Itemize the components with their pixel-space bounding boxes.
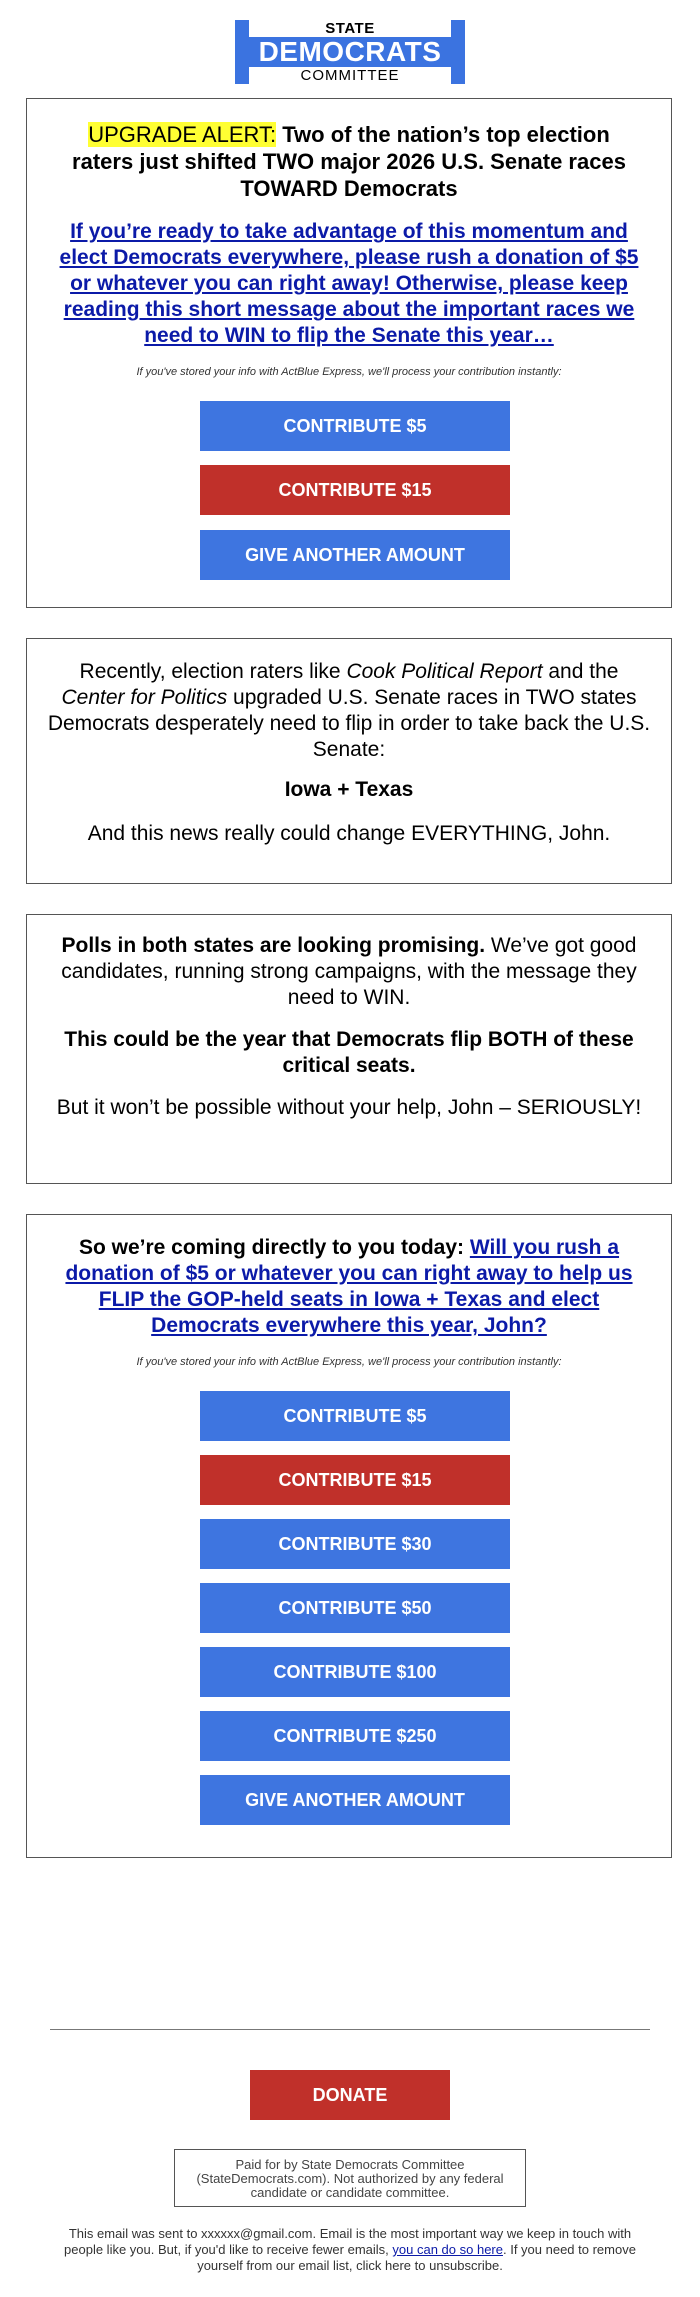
flip-both-paragraph: This could be the year that Democrats flip BOTH of these critical seats. <box>64 1028 634 1077</box>
polls-rest: We’ve got good candidates, running strong campaigns, with the message they need to WIN. <box>61 934 637 1009</box>
contribute-100-button[interactable]: CONTRIBUTE $100 <box>200 1647 510 1697</box>
your-help-paragraph: But it won’t be possible without your help, John – SERIOUSLY! <box>56 1096 642 1119</box>
momentum-donation-link[interactable]: If you’re ready to take advantage of this momentum and elect Democrats everywhere, please rush a donation of $5 or whatever you can right away! Otherwise, please keep reading this short message about the important races we need to WIN to flip the Senate this year… <box>59 220 639 347</box>
election-raters-paragraph <box>47 659 651 763</box>
donate-button[interactable]: DONATE <box>250 2070 450 2120</box>
logo-text-top: STATE <box>249 20 451 37</box>
direct-ask-paragraph <box>47 1235 651 1339</box>
footer-text <box>50 2226 650 2274</box>
logo-text-middle: DEMOCRATS <box>258 36 442 67</box>
election-raters-section <box>26 638 672 884</box>
text-span: upgraded U.S. Senate races in TWO states Democrats desperately need to flip in order to take back the U.S. Senate: <box>47 686 651 761</box>
logo-inner <box>249 20 451 84</box>
state-democrats-logo <box>235 20 465 84</box>
paid-for-disclaimer: Paid for by State Democrats Committee (StateDemocrats.com). Not authorized by any federal candidate or candidate committee. <box>174 2149 526 2207</box>
change-everything-paragraph: And this news really could change EVERYTHING, John. <box>87 822 611 845</box>
direct-ask-section <box>26 1214 672 1858</box>
actblue-note-2: If you've stored your info with ActBlue Express, we'll process your contribution instantly: <box>136 1356 562 1368</box>
states-label: Iowa + Texas <box>284 778 414 801</box>
text-span: Recently, election raters like <box>79 660 347 683</box>
contribute-5-button-2[interactable]: CONTRIBUTE $5 <box>200 1391 510 1441</box>
center-for-politics: Center for Politics <box>61 686 228 709</box>
direct-ask-lead: So we’re coming directly to you today: <box>78 1236 470 1259</box>
polls-section <box>26 914 672 1184</box>
direct-ask-link[interactable]: Will you rush a donation of $5 or whatever you can right away to help us FLIP the GOP-held seats in Iowa + Texas and elect Democrats everywhere this year, John? <box>65 1236 633 1337</box>
polls-paragraph <box>47 933 651 1011</box>
footer-text-b: . If you need to remove yourself from our email list, click here to unsubscribe. <box>197 2242 636 2273</box>
contribute-50-button[interactable]: CONTRIBUTE $50 <box>200 1583 510 1633</box>
logo-text-bottom: COMMITTEE <box>249 67 451 84</box>
give-another-amount-button-2[interactable]: GIVE ANOTHER AMOUNT <box>200 1775 510 1825</box>
contribute-5-button[interactable]: CONTRIBUTE $5 <box>200 401 510 451</box>
contribute-250-button[interactable]: CONTRIBUTE $250 <box>200 1711 510 1761</box>
footer-text-a: This email was sent to xxxxxx@gmail.com. Email is the most important way we keep in touch with people like you. But, if you'd like to receive fewer emails, <box>64 2226 632 2257</box>
upgrade-alert-label: UPGRADE ALERT: <box>88 122 277 147</box>
contribute-30-button[interactable]: CONTRIBUTE $30 <box>200 1519 510 1569</box>
footer-divider <box>50 2029 650 2030</box>
actblue-note: If you've stored your info with ActBlue Express, we'll process your contribution instantly: <box>136 366 562 378</box>
cook-political-report: Cook Political Report <box>346 660 543 683</box>
text-span: and the <box>542 660 619 683</box>
upgrade-alert-section <box>26 98 672 608</box>
contribute-15-button-2[interactable]: CONTRIBUTE $15 <box>200 1455 510 1505</box>
give-another-amount-button[interactable]: GIVE ANOTHER AMOUNT <box>200 530 510 580</box>
polls-bold: Polls in both states are looking promising. <box>61 934 486 957</box>
upgrade-alert-headline <box>57 121 641 202</box>
contribute-15-button[interactable]: CONTRIBUTE $15 <box>200 465 510 515</box>
fewer-emails-link[interactable]: you can do so here <box>392 2242 503 2257</box>
headline-text: Two of the nation’s top election raters just shifted TWO major 2026 U.S. Senate races TOWARD Democrats <box>72 122 626 201</box>
